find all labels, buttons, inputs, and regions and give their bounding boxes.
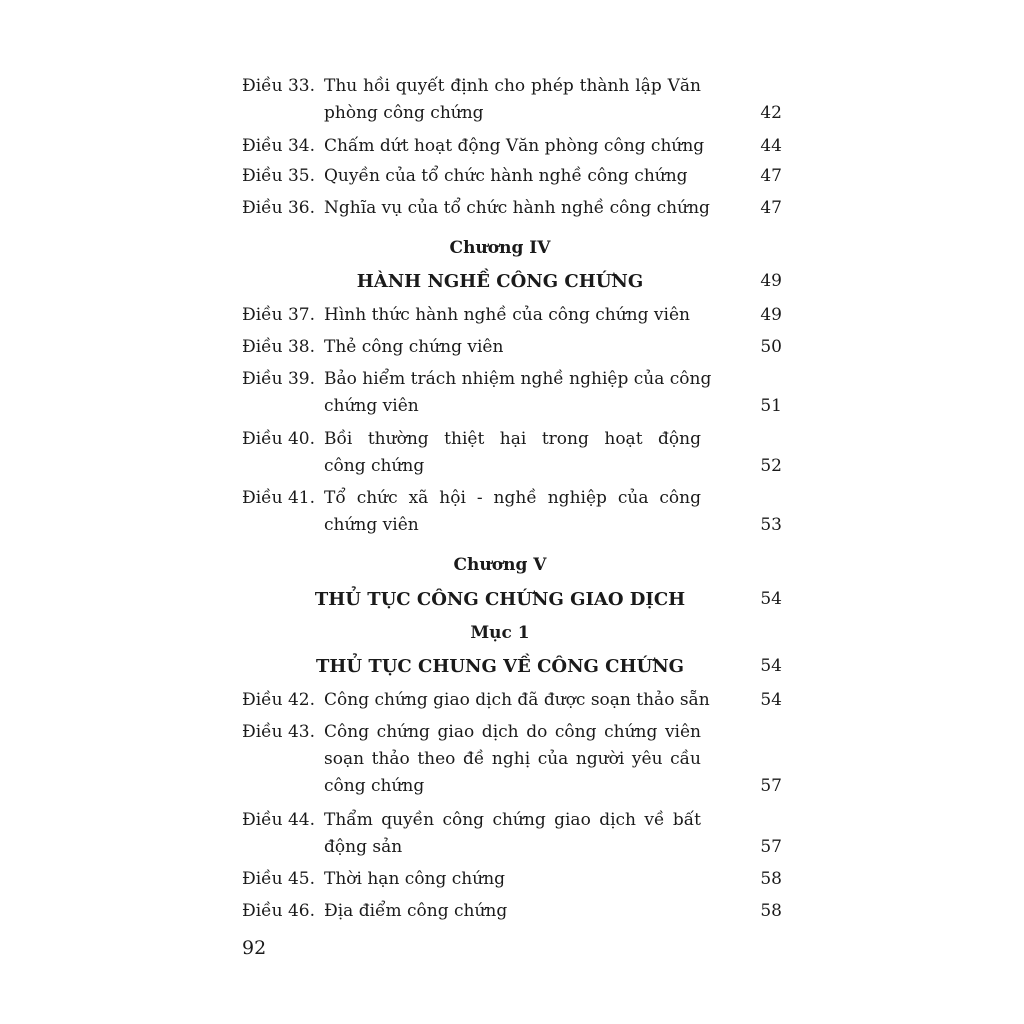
page-number: 92 bbox=[242, 937, 267, 959]
article-title-line: công chứng bbox=[324, 456, 425, 476]
article-title-line: Công chứng giao dịch đã được soạn thảo sẵn bbox=[324, 690, 710, 710]
article-label: Điều 43. bbox=[242, 722, 316, 742]
article-title-line: Thu hồi quyết định cho phép thành lập Văn bbox=[324, 76, 701, 96]
toc-entry bbox=[0, 198, 1024, 225]
article-label: Điều 37. bbox=[242, 305, 316, 325]
toc-entry bbox=[0, 901, 1024, 928]
toc-entry bbox=[0, 305, 1024, 332]
article-title-line: Nghĩa vụ của tổ chức hành nghề công chứng bbox=[324, 198, 710, 218]
page-reference: 53 bbox=[760, 515, 782, 535]
toc-entry bbox=[0, 722, 1024, 803]
toc-entry bbox=[0, 429, 1024, 483]
toc-entry bbox=[0, 690, 1024, 717]
page-reference: 58 bbox=[760, 869, 782, 889]
page-reference: 49 bbox=[760, 271, 782, 291]
toc-entry bbox=[0, 810, 1024, 864]
page-reference: 42 bbox=[760, 103, 782, 123]
article-label: Điều 44. bbox=[242, 810, 316, 830]
page-reference: 49 bbox=[760, 305, 782, 325]
page-reference: 58 bbox=[760, 901, 782, 921]
article-title-line: Bảo hiểm trách nhiệm nghề nghiệp của công bbox=[324, 369, 712, 389]
article-label: Điều 33. bbox=[242, 76, 316, 96]
page-reference: 54 bbox=[760, 589, 782, 609]
toc-entry bbox=[0, 136, 1024, 163]
article-title-line: Thẻ công chứng viên bbox=[324, 337, 504, 357]
page-reference: 54 bbox=[760, 690, 782, 710]
article-title-line: Công chứng giao dịch do công chứng viên bbox=[324, 722, 701, 742]
article-label: Điều 40. bbox=[242, 429, 316, 449]
article-title-line: Hình thức hành nghề của công chứng viên bbox=[324, 305, 690, 325]
heading-text: HÀNH NGHỀ CÔNG CHỨNG bbox=[356, 271, 644, 292]
article-title-line: phòng công chứng bbox=[324, 103, 484, 123]
article-title-line: Thời hạn công chứng bbox=[324, 869, 506, 889]
toc-entry bbox=[0, 369, 1024, 423]
article-label: Điều 42. bbox=[242, 690, 316, 710]
article-title-line: Địa điểm công chứng bbox=[324, 901, 508, 921]
article-label: Điều 41. bbox=[242, 488, 316, 508]
toc-entry bbox=[0, 869, 1024, 896]
article-title-line: động sản bbox=[324, 837, 403, 857]
page-reference: 50 bbox=[760, 337, 782, 357]
article-label: Điều 34. bbox=[242, 136, 316, 156]
article-title-line: Quyền của tổ chức hành nghề công chứng bbox=[324, 166, 688, 186]
article-label: Điều 36. bbox=[242, 198, 316, 218]
page-reference: 51 bbox=[760, 396, 782, 416]
page-reference: 57 bbox=[760, 837, 782, 857]
heading-text: Mục 1 bbox=[470, 623, 530, 643]
article-title-line: chứng viên bbox=[324, 515, 419, 535]
heading-text: THỦ TỤC CÔNG CHỨNG GIAO DỊCH bbox=[314, 589, 686, 610]
toc-entry bbox=[0, 337, 1024, 364]
page-reference: 52 bbox=[760, 456, 782, 476]
page-reference: 44 bbox=[760, 136, 782, 156]
heading-text: THỦ TỤC CHUNG VỀ CÔNG CHỨNG bbox=[315, 656, 685, 677]
article-title-line: soạn thảo theo đề nghị của người yêu cầu bbox=[324, 749, 701, 769]
page-reference: 57 bbox=[760, 776, 782, 796]
article-label: Điều 46. bbox=[242, 901, 316, 921]
article-label: Điều 39. bbox=[242, 369, 316, 389]
article-label: Điều 45. bbox=[242, 869, 316, 889]
heading-text: Chương IV bbox=[449, 238, 551, 258]
page-reference: 54 bbox=[760, 656, 782, 676]
article-label: Điều 38. bbox=[242, 337, 316, 357]
article-title-line: Tổ chức xã hội - nghề nghiệp của công bbox=[324, 488, 701, 508]
toc-entry bbox=[0, 488, 1024, 542]
article-title-line: Bồi thường thiệt hại trong hoạt động bbox=[324, 429, 701, 449]
article-title-line: chứng viên bbox=[324, 396, 419, 416]
article-title-line: Thẩm quyền công chứng giao dịch về bất bbox=[324, 810, 701, 830]
article-title-line: công chứng bbox=[324, 776, 425, 796]
heading-text: Chương V bbox=[453, 555, 547, 575]
article-title-line: Chấm dứt hoạt động Văn phòng công chứng bbox=[324, 136, 705, 156]
page-reference: 47 bbox=[760, 198, 782, 218]
toc-entry bbox=[0, 76, 1024, 130]
page-reference: 47 bbox=[760, 166, 782, 186]
article-label: Điều 35. bbox=[242, 166, 316, 186]
toc-entry bbox=[0, 166, 1024, 193]
